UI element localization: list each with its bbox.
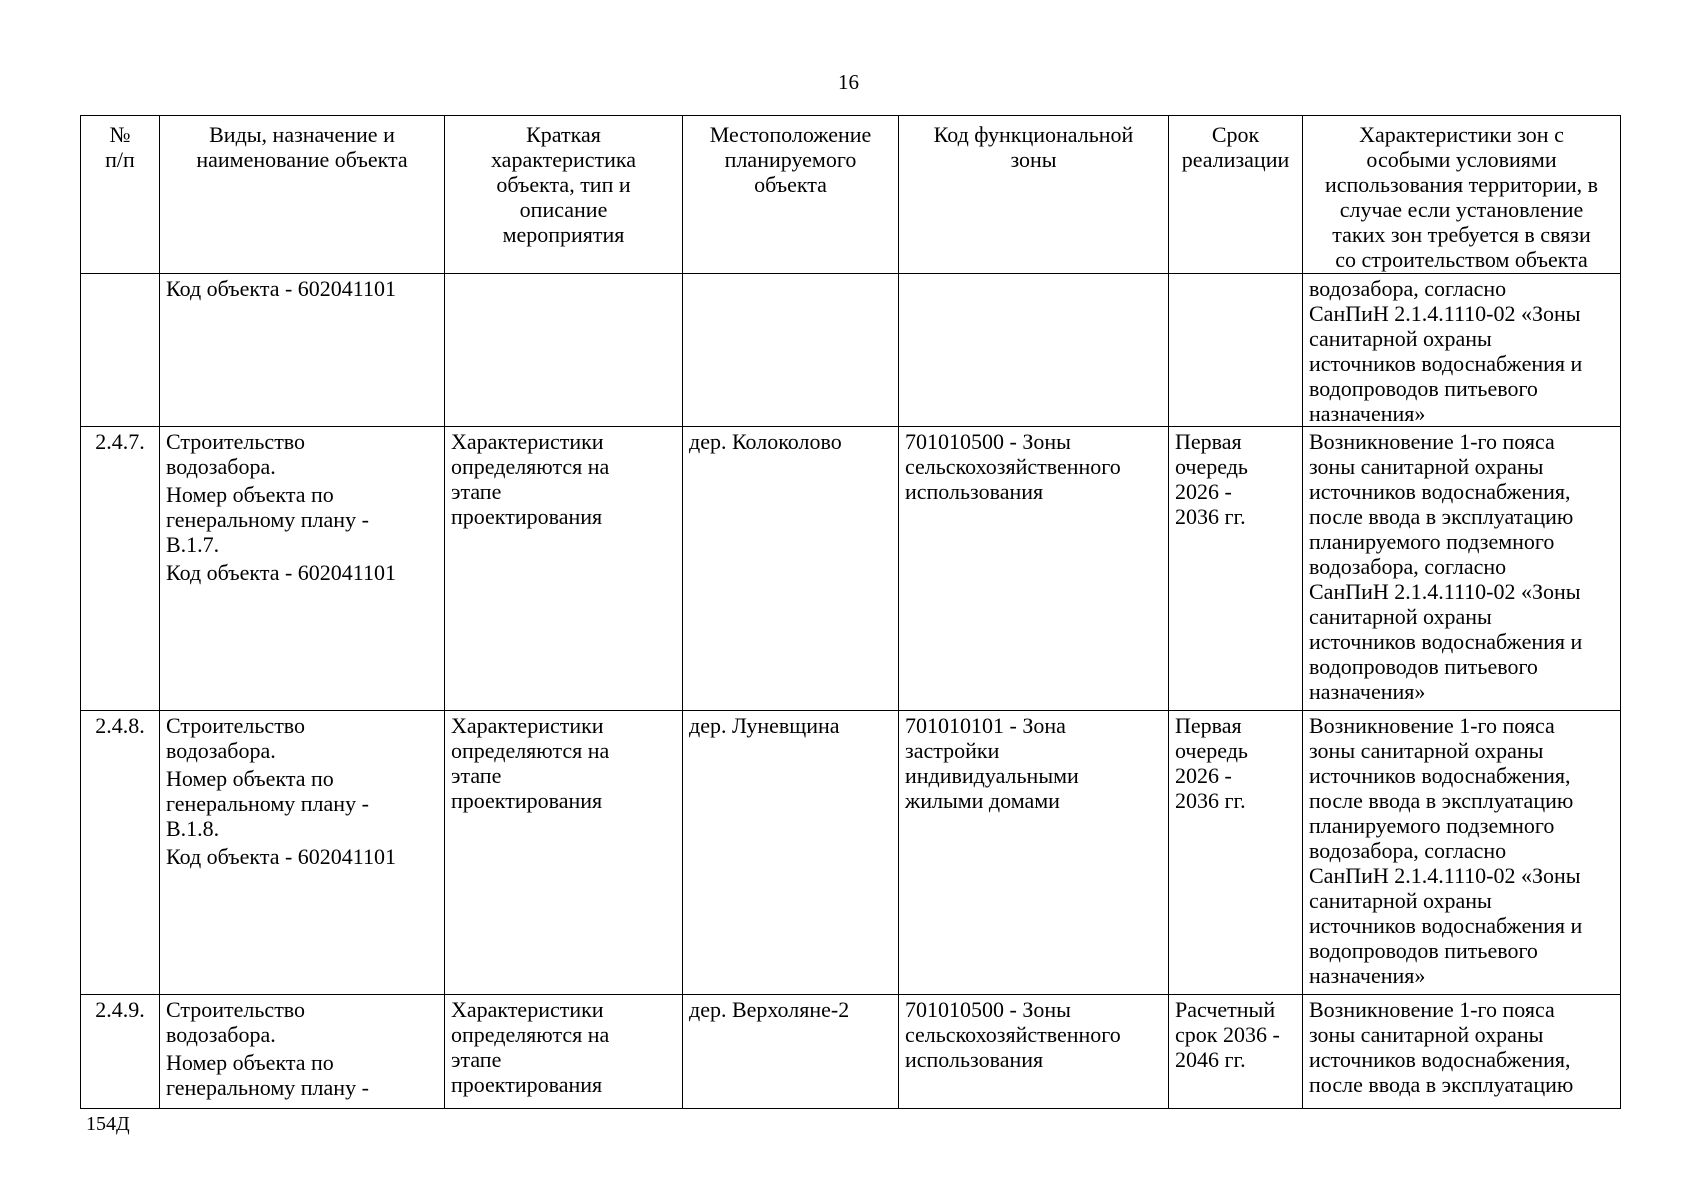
text-line: Строительство [166,713,306,738]
text-line: проектирования [451,504,603,529]
text-line: источников водоснабжения, [1309,763,1571,788]
object-name-cell [160,995,445,1109]
table-row [81,427,1621,711]
text-line: срок 2036 - [1175,1022,1280,1047]
header-number [81,116,160,274]
text-line: источников водоснабжения и [1309,351,1583,376]
header-line: Срок [1211,122,1260,147]
characteristic-cell [445,427,683,711]
text-line: планируемого подземного [1309,529,1555,554]
object-code: Код объекта - 602041101 [166,276,396,301]
header-line: реализации [1181,147,1290,172]
text-line: водопроводов питьевого [1309,938,1538,963]
header-line: Характеристики зон с [1359,122,1564,147]
text-line: после ввода в эксплуатацию [1309,504,1574,529]
location-cell: дер. Верхоляне-2 [683,995,899,1109]
header-line: планируемого [724,147,857,172]
text-line: источников водоснабжения и [1309,913,1583,938]
text-line: застройки [905,738,1000,763]
object-name-cell [160,427,445,711]
header-location [683,116,899,274]
text-line: назначения» [1309,401,1426,426]
header-line: характеристика [490,147,637,172]
header-line: наименование объекта [196,147,408,172]
text-line: водозабора, согласно [1309,554,1507,579]
object-code: Код объекта - 602041101 [166,844,396,869]
row-number: 2.4.8. [81,711,160,995]
text-line: санитарной охраны [1309,326,1492,351]
text-line: определяются на [451,1022,610,1047]
header-functional-zone [899,116,1169,274]
table-row [81,274,1621,427]
table-row [81,711,1621,995]
text-line: сельскохозяйственного [905,454,1121,479]
header-characteristic [445,116,683,274]
text-line: СанПиН 2.1.4.1110-02 «Зоны [1309,301,1581,326]
text-line: определяются на [451,738,610,763]
header-line: зоны [1010,147,1057,172]
header-object-name [160,116,445,274]
text-line: сельскохозяйственного [905,1022,1121,1047]
row-number: 2.4.7. [81,427,160,711]
text-line: этапе [451,763,502,788]
text-line: водозабора, согласно [1309,838,1507,863]
text-line: использования [905,1047,1044,1072]
header-line: использования территории, в [1324,172,1599,197]
text-line: СанПиН 2.1.4.1110-02 «Зоны [1309,863,1581,888]
text-line: после ввода в эксплуатацию [1309,1072,1574,1097]
object-title [166,429,438,479]
text-line: водозабора. [166,1022,276,1047]
special-zone-cell [1303,274,1621,427]
text-line: 2026 - [1175,763,1232,788]
text-line: Строительство [166,429,306,454]
document-code: 154Д [86,1113,130,1135]
text-line: водозабора, согласно [1309,276,1507,301]
text-line: 701010500 - Зоны [905,429,1071,454]
text-line: генеральному плану - [166,791,369,816]
text-line: очередь [1175,738,1248,763]
term-cell [1169,427,1303,711]
text-line: проектирования [451,1072,603,1097]
text-line: определяются на [451,454,610,479]
location-cell [683,274,899,427]
text-line: 2036 гг. [1175,504,1246,529]
term-cell [1169,274,1303,427]
text-line: генеральному плану - [166,507,369,532]
text-line: источников водоснабжения и [1309,629,1583,654]
text-line: назначения» [1309,679,1426,704]
header-line: п/п [105,147,135,172]
characteristic-cell [445,711,683,995]
functional-zone-cell [899,274,1169,427]
term-cell [1169,711,1303,995]
text-line: зоны санитарной охраны [1309,454,1544,479]
text-line: водозабора. [166,454,276,479]
text-line: 2046 гг. [1175,1047,1246,1072]
text-line: 2026 - [1175,479,1232,504]
text-line: Номер объекта по [166,766,334,791]
text-line: использования [905,479,1044,504]
object-title [166,713,438,763]
text-line: Номер объекта по [166,482,334,507]
text-line: зоны санитарной охраны [1309,1022,1544,1047]
functional-zone-cell [899,995,1169,1109]
table-row [81,995,1621,1109]
location-cell: дер. Луневщина [683,711,899,995]
text-line: этапе [451,479,502,504]
text-line: после ввода в эксплуатацию [1309,788,1574,813]
text-line: Номер объекта по [166,1050,334,1075]
header-line: Виды, назначение и [209,122,395,147]
header-line: Код функциональной [933,122,1134,147]
functional-zone-cell [899,711,1169,995]
text-line: Расчетный [1175,997,1276,1022]
text-line: жилыми домами [905,788,1060,813]
text-line: этапе [451,1047,502,1072]
special-zone-cell [1303,995,1621,1109]
header-line: Краткая [526,122,601,147]
row-number [81,274,160,427]
text-line: В.1.8. [166,816,220,841]
planned-objects-table [80,115,1621,1109]
text-line: В.1.7. [166,532,220,557]
characteristic-cell [445,995,683,1109]
text-line: Характеристики [451,997,604,1022]
text-line: санитарной охраны [1309,604,1492,629]
text-line: назначения» [1309,963,1426,988]
object-name-cell [160,711,445,995]
special-zone-cell [1303,711,1621,995]
object-code: Код объекта - 602041101 [166,560,396,585]
text-line: Возникновение 1-го пояса [1309,997,1555,1022]
special-zone-cell [1303,427,1621,711]
text-line: источников водоснабжения, [1309,1047,1571,1072]
text-line: индивидуальными [905,763,1079,788]
text-line: зоны санитарной охраны [1309,738,1544,763]
object-plan-number [166,766,438,841]
text-line: источников водоснабжения, [1309,479,1571,504]
text-line: водопроводов питьевого [1309,376,1538,401]
object-plan-number [166,482,438,557]
header-special-zones [1303,116,1621,274]
text-line: Характеристики [451,429,604,454]
term-cell [1169,995,1303,1109]
header-line: таких зон требуется в связи [1332,222,1591,247]
text-line: санитарной охраны [1309,888,1492,913]
text-line: проектирования [451,788,603,813]
text-line: СанПиН 2.1.4.1110-02 «Зоны [1309,579,1581,604]
header-line: Местоположение [709,122,872,147]
header-line: № [109,122,131,147]
text-line: 701010101 - Зона [905,713,1066,738]
text-line: 2036 гг. [1175,788,1246,813]
header-line: объекта [754,172,827,197]
text-line: Характеристики [451,713,604,738]
header-line: объекта, тип и [496,172,631,197]
row-number: 2.4.9. [81,995,160,1109]
header-line: мероприятия [502,222,625,247]
location-cell: дер. Колоколово [683,427,899,711]
object-plan-number [166,1050,438,1100]
object-title [166,997,438,1047]
header-line: случае если установление [1339,197,1584,222]
text-line: Возникновение 1-го пояса [1309,429,1555,454]
header-line: особыми условиями [1366,147,1557,172]
header-line: со строительством объекта [1335,247,1588,272]
characteristic-cell [445,274,683,427]
text-line: планируемого подземного [1309,813,1555,838]
header-line: описание [519,197,608,222]
object-name-cell [160,274,445,427]
text-line: Первая [1175,713,1242,738]
text-line: очередь [1175,454,1248,479]
functional-zone-cell [899,427,1169,711]
text-line: водопроводов питьевого [1309,654,1538,679]
text-line: 701010500 - Зоны [905,997,1071,1022]
header-term [1169,116,1303,274]
text-line: генеральному плану - [166,1075,369,1100]
text-line: Первая [1175,429,1242,454]
text-line: Строительство [166,997,306,1022]
table-header-row [81,116,1621,274]
text-line: Возникновение 1-го пояса [1309,713,1555,738]
text-line: водозабора. [166,738,276,763]
page-number: 16 [838,70,859,94]
